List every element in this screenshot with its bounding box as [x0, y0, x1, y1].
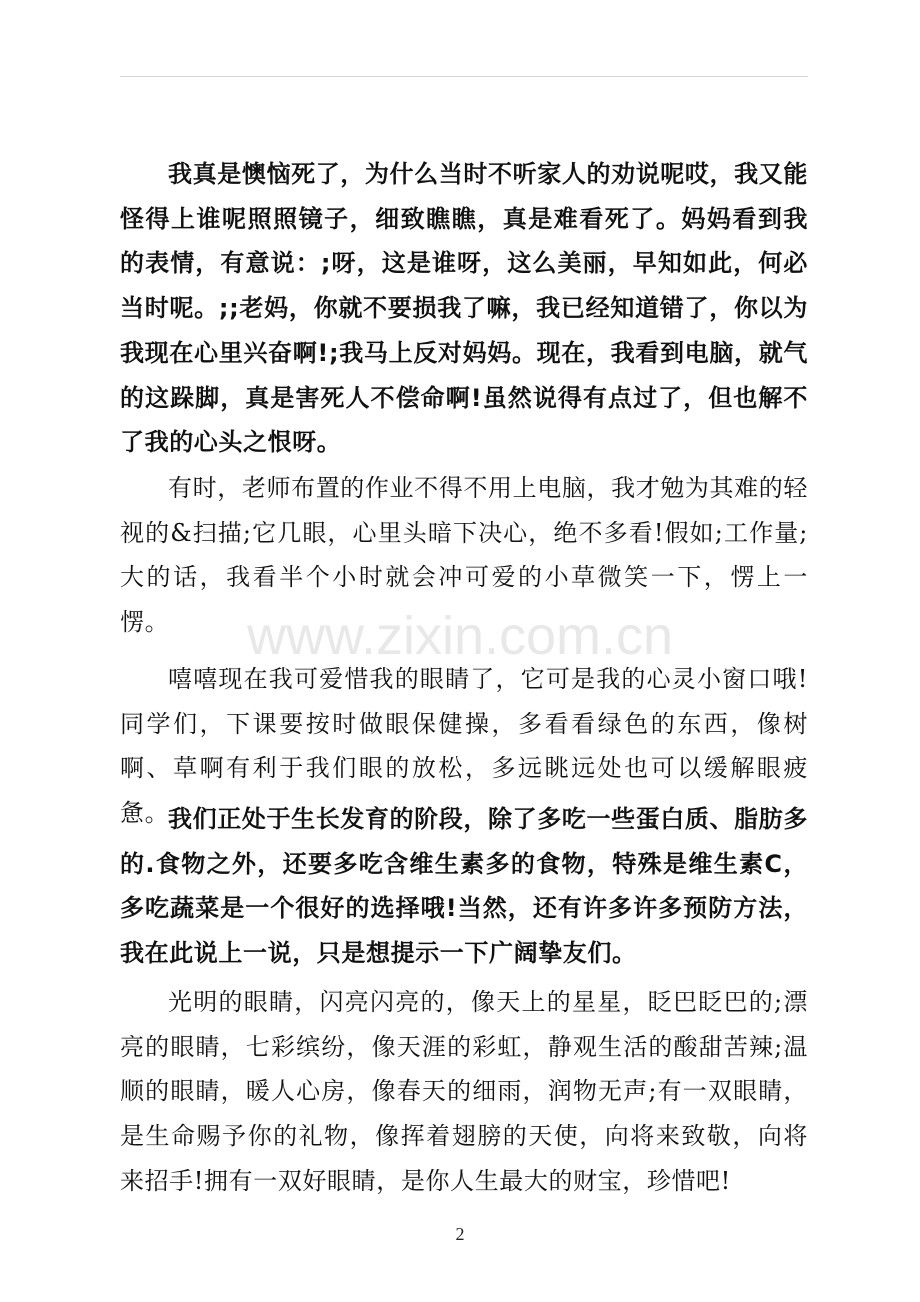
paragraph-3: 嘻嘻现在我可爱惜我的眼睛了，它可是我的心灵小窗口哦!同学们，下课要按时做眼保健操，多看看绿色的东西，像树啊、草啊有利于我们眼的放松，多远眺远处也可以缓解眼疲惫。	[120, 665, 808, 828]
watermark: www.zixin.com.cn	[246, 606, 674, 666]
paragraph-2: 有时，老师布置的作业不得不用上电脑，我才勉为其难的轻视的&扫描;它几眼，心里头暗下决心，绝不多看!假如;工作量;大的话，我看半个小时就会冲可爱的小草微笑一下，愣上一愣。	[120, 474, 808, 637]
paragraph-1: 我真是懊恼死了，为什么当时不听家人的劝说呢哎，我又能怪得上谁呢照照镜子，细致瞧瞧，真是难看死了。妈妈看到我的表情，有意说：;呀，这是谁呀，这么美丽，早知如此，何必当时呢。;;老妈，你就不要损我了嘛，我已经知道错了，你以为我现在心里兴奋啊!;我马上反对妈妈。现在，我看到电脑，就气的这跺脚，真是害死人不偿命啊!虽然说得有点过了，但也解不了我的心头之恨呀。	[120, 160, 808, 457]
paragraph-4: 我们正处于生长发育的阶段，除了多吃一些蛋白质、脂肪多的.食物之外，还要多吃含维生素多的食物，特殊是维生素C，多吃蔬菜是一个很好的选择哦!当然，还有许多许多预防方法，我在此说上一说，只是想提示一下广阔挚友们。	[120, 805, 808, 968]
paragraph-5: 光明的眼睛，闪亮闪亮的，像天上的星星，眨巴眨巴的;漂亮的眼睛，七彩缤纷，像天涯的彩虹，静观生活的酸甜苦辣;温顺的眼睛，暖人心房，像春天的细雨，润物无声;有一双眼睛，是生命赐予你的礼物，像挥着翅膀的天使，向将来致敬，向将来招手!拥有一双好眼睛，是你人生最大的财宝，珍惜吧!	[120, 988, 808, 1195]
page-number: 2	[455, 1224, 465, 1244]
header-divider	[120, 76, 808, 77]
